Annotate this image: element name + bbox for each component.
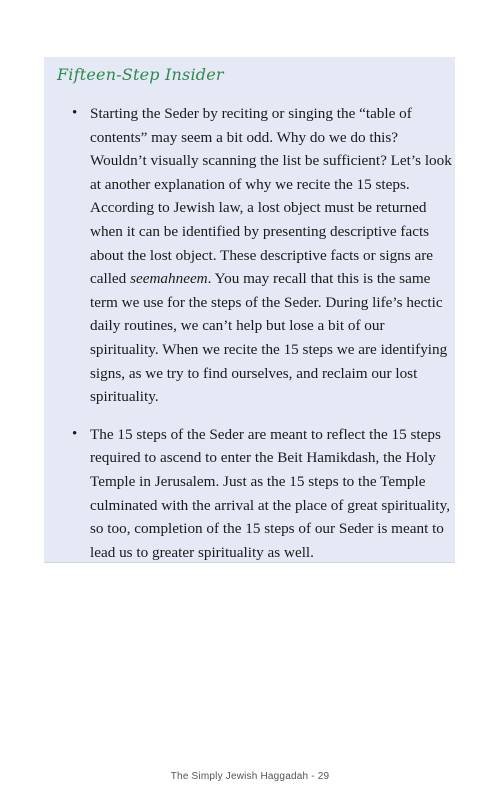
bullet-item bbox=[72, 102, 452, 409]
insider-sidebar-box bbox=[44, 57, 455, 563]
bullet-item bbox=[72, 423, 452, 565]
bullet-dot-icon: • bbox=[72, 425, 78, 442]
bullet-text-after: . You may recall that this is the same term we use for the steps of the Seder. During life’s hectic daily routines, we can’t help but lose a bit of our spirituality. When we recite the 15 steps we are identifying signs, as we try to find ourselves, and reclaim our lost spirituality. bbox=[90, 270, 448, 406]
sidebar-title: Fifteen-Step Insider bbox=[57, 65, 224, 84]
bullet-text-italic: seemahneem bbox=[130, 270, 208, 288]
page-footer: The Simply Jewish Haggadah - 29 bbox=[170, 771, 330, 782]
bullet-dot-icon: • bbox=[72, 105, 78, 121]
bullet-list bbox=[72, 102, 452, 578]
bullet-text-before: Starting the Seder by reciting or singing the “table of contents” may seem a bit odd. Why do we do this? Wouldn’t visually scanning the list be sufficient? Let’s look at another explanation of why we recite the 15 steps. According to Jewish law, a lost object must be returned when it can be identified by presenting descriptive facts about the lost object. These descriptive facts or signs are called bbox=[90, 105, 452, 288]
bullet-text: The 15 steps of the Seder are meant to reflect the 15 steps required to ascend to enter the Beit Hamikdash, the Holy Temple in Jerusalem. Just as the 15 steps to the Temple culminated with the arrival at the place of great spirituality, so too, completion of the 15 steps of our Seder is meant to lead us to greater spirituality as well. bbox=[90, 425, 451, 561]
